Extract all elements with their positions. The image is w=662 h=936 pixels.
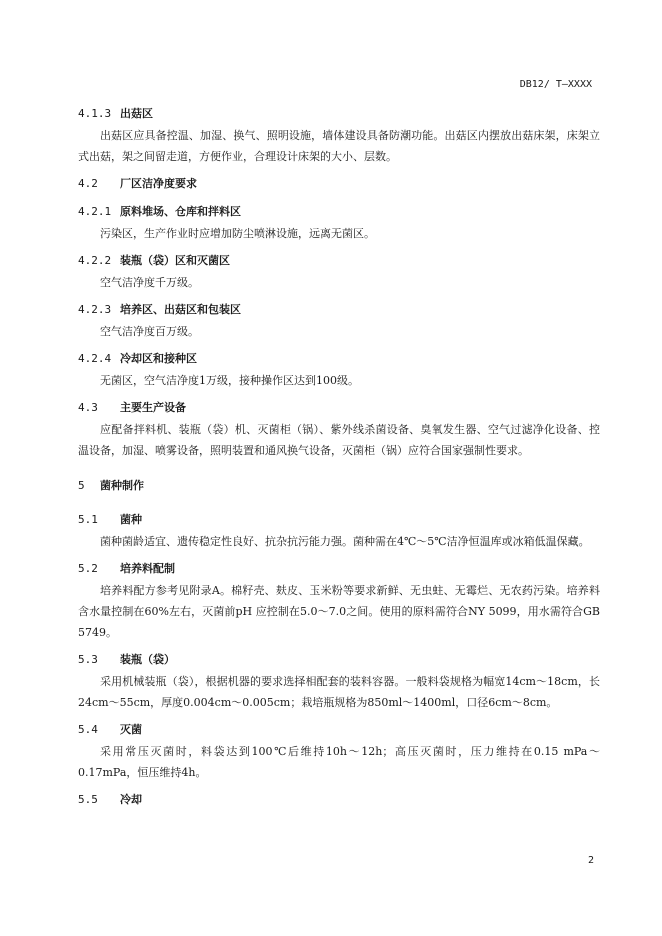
section-text: 采用常压灭菌时，料袋达到100℃后维持10h～12h；高压灭菌时，压力维持在0.15 mPa～0.17mPa，恒压维持4h。 [78, 745, 600, 779]
section-4-2-4 [78, 350, 600, 391]
page-number: 2 [587, 855, 594, 866]
section-number: 5.3 [78, 653, 98, 666]
section-text: 应配备拌料机、装瓶（袋）机、灭菌柜（锅）、紫外线杀菌设备、臭氧发生器、空气过滤净化设备、控温设备，加湿、喷雾设备，照明装置和通风换气设备，灭菌柜（锅）应符合国家强制性要求。 [78, 423, 600, 457]
section-text: 培养料配方参考见附录A。棉籽壳、麸皮、玉米粉等要求新鲜、无虫蛀、无霉烂、无农药污染。培养料含水量控制在60%左右，灭菌前pH 应控制在5.0～7.0之间。使用的原料需符合NY 5099，用水需符合GB 5749。 [78, 584, 600, 639]
section-number: 5.1 [78, 513, 98, 526]
section-number: 4.1.3 [78, 107, 112, 120]
section-text: 菌种菌龄适宜、遗传稳定性良好、抗杂抗污能力强。菌种需在4℃～5℃洁净恒温库或冰箱低温保藏。 [100, 535, 590, 548]
section-title: 菌种 [120, 513, 142, 526]
section-text: 空气洁净度百万级。 [100, 325, 199, 338]
section-number: 5.5 [78, 793, 98, 806]
section-number: 4.2.3 [78, 303, 112, 316]
document-code: DB12/ T—XXXX [519, 79, 592, 90]
section-title: 培养区、出菇区和包装区 [120, 303, 241, 316]
section-title: 装瓶（袋）区和灭菌区 [120, 254, 230, 267]
section-title: 培养料配制 [120, 562, 175, 575]
section-number: 4.2 [78, 177, 98, 190]
section-text: 空气洁净度千万级。 [100, 276, 199, 289]
section-title: 出菇区 [120, 107, 153, 120]
section-5-3 [78, 651, 600, 713]
section-number: 4.2.1 [78, 205, 112, 218]
section-title: 厂区洁净度要求 [120, 177, 197, 190]
section-5-1 [78, 511, 600, 552]
section-4-2-3 [78, 301, 600, 342]
section-number: 5 [78, 479, 85, 492]
section-title: 冷却 [120, 793, 142, 806]
section-number: 4.2.4 [78, 352, 112, 365]
section-text: 无菌区，空气洁净度1万级，接种操作区达到100级。 [100, 374, 359, 387]
section-5-2 [78, 560, 600, 643]
document-body [78, 100, 600, 809]
section-text: 污染区，生产作业时应增加防尘喷淋设施，远离无菌区。 [100, 227, 375, 240]
section-5 [78, 477, 600, 495]
section-title: 装瓶（袋） [120, 653, 175, 666]
section-title: 菌种制作 [100, 479, 144, 492]
section-text: 采用机械装瓶（袋），根据机器的要求选择相配套的装料容器。一般料袋规格为幅宽14cm～18cm，长24cm～55cm，厚度0.004cm～0.005cm；栽培瓶规格为850ml～1400ml，口径6cm～8cm。 [78, 675, 600, 709]
section-number: 5.4 [78, 723, 98, 736]
section-title: 原料堆场、仓库和拌料区 [120, 205, 241, 218]
section-4-2-1 [78, 203, 600, 244]
section-text: 出菇区应具备控温、加湿、换气、照明设施，墙体建设具备防潮功能。出菇区内摆放出菇床架，床架立式出菇，架之间留走道，方便作业，合理设计床架的大小、层数。 [78, 129, 600, 163]
section-4-3 [78, 399, 600, 461]
section-title: 主要生产设备 [120, 401, 186, 414]
section-number: 4.3 [78, 401, 98, 414]
section-5-4 [78, 721, 600, 783]
section-4-2 [78, 175, 600, 193]
section-number: 5.2 [78, 562, 98, 575]
section-title: 冷却区和接种区 [120, 352, 197, 365]
section-number: 4.2.2 [78, 254, 112, 267]
section-4-1-3 [78, 105, 600, 167]
section-4-2-2 [78, 252, 600, 293]
section-title: 灭菌 [120, 723, 142, 736]
section-5-5 [78, 791, 600, 809]
